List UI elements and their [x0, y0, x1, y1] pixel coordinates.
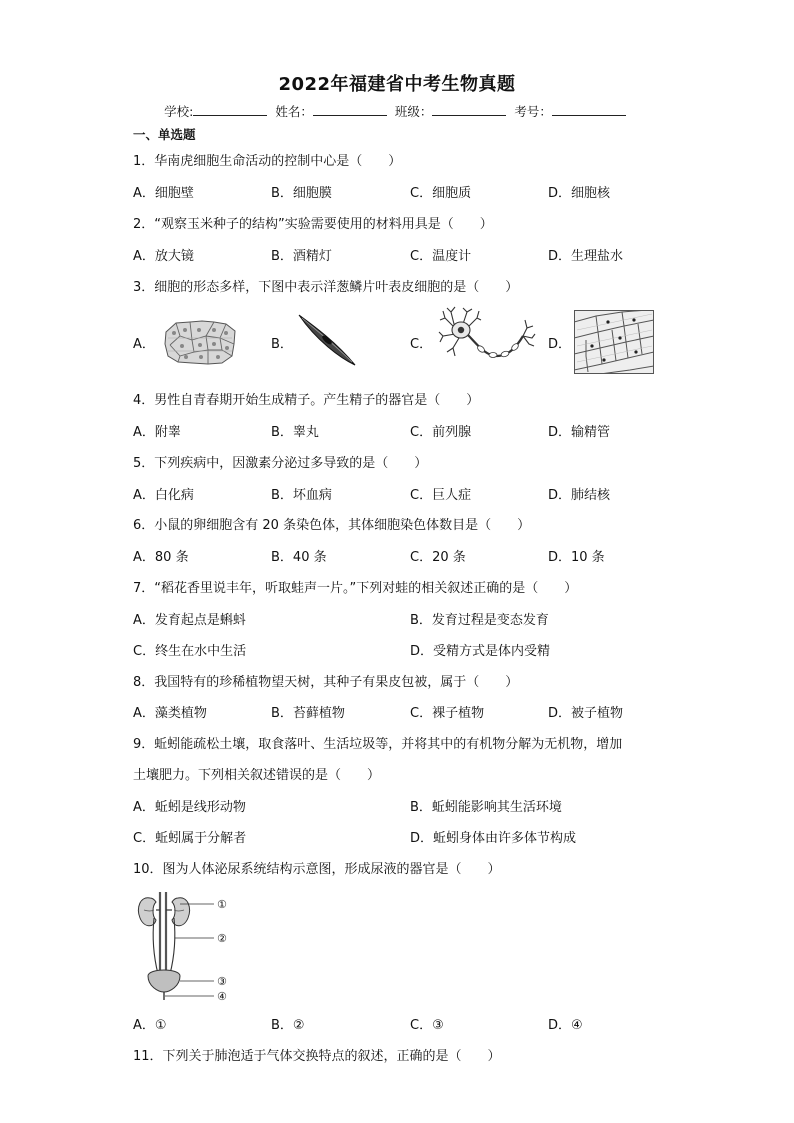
option[interactable]: B．细胞膜 — [271, 186, 332, 201]
urinary-system-diagram — [134, 888, 244, 1006]
question-stem: 1．华南虎细胞生命活动的控制中心是（ ） — [133, 154, 402, 169]
option[interactable]: D．10 条 — [548, 550, 605, 565]
school-blank[interactable] — [193, 103, 267, 116]
diagram-label-1: ① — [217, 898, 227, 911]
name-blank[interactable] — [313, 103, 387, 116]
option[interactable]: C．裸子植物 — [410, 706, 485, 721]
option[interactable]: C．细胞质 — [410, 186, 472, 201]
option[interactable]: C．终生在水中生活 — [133, 644, 247, 659]
page-title: 2022年福建省中考生物真题 — [278, 74, 516, 95]
question-stem: 6．小鼠的卵细胞含有 20 条染色体，其体细胞染色体数目是（ ） — [133, 518, 531, 533]
option[interactable]: D．受精方式是体内受精 — [410, 644, 551, 659]
class-label: 班级： — [394, 104, 433, 119]
option[interactable]: A．① — [133, 1018, 167, 1033]
option[interactable]: C．③ — [410, 1018, 444, 1033]
question-stem: 5．下列疾病中，因激素分泌过多导致的是（ ） — [133, 456, 428, 471]
question-stem: 7．“稻花香里说丰年，听取蛙声一片。”下列对蛙的相关叙述正确的是（ ） — [133, 581, 578, 596]
option[interactable]: A．细胞壁 — [133, 186, 194, 201]
question-stem: 4．男性自青春期开始生成精子。产生精子的器官是（ ） — [133, 393, 480, 408]
question-stem: 10．图为人体泌尿系统结构示意图，形成尿液的器官是（ ） — [133, 862, 501, 877]
diagram-label-2: ② — [217, 932, 227, 945]
option[interactable]: A．80 条 — [133, 550, 189, 565]
option[interactable]: D．被子植物 — [548, 706, 624, 721]
option[interactable]: D．细胞核 — [548, 186, 611, 201]
option[interactable]: B．苔藓植物 — [271, 706, 345, 721]
option[interactable]: C．前列腺 — [410, 425, 472, 440]
option[interactable]: C．蚯蚓属于分解者 — [133, 831, 247, 846]
question-stem: 11．下列关于肺泡适于气体交换特点的叙述，正确的是（ ） — [133, 1049, 501, 1064]
neuron-icon — [437, 306, 537, 368]
option[interactable]: A．白化病 — [133, 488, 194, 503]
option[interactable]: A． — [133, 337, 155, 352]
option[interactable]: D．蚯蚓身体由许多体节构成 — [410, 831, 577, 846]
option[interactable]: B．睾丸 — [271, 425, 319, 440]
option[interactable]: B．酒精灯 — [271, 249, 332, 264]
exam-no-label: 考号： — [514, 104, 552, 119]
student-info-line — [0, 102, 794, 120]
school-label: 学校: — [164, 104, 194, 119]
option[interactable]: C．温度计 — [410, 249, 472, 264]
epithelial-cells-icon — [162, 318, 238, 366]
option[interactable]: D．生理盐水 — [548, 249, 624, 264]
option[interactable]: B．坏血病 — [271, 488, 332, 503]
option[interactable]: A．放大镜 — [133, 249, 194, 264]
question-stem-continued: 土壤肥力。下列相关叙述错误的是（ ） — [133, 768, 381, 783]
option[interactable]: B．② — [271, 1018, 305, 1033]
option[interactable]: C．20 条 — [410, 550, 466, 565]
option[interactable]: B．发育过程是变态发育 — [410, 613, 549, 628]
option[interactable]: A．蚯蚓是线形动物 — [133, 800, 246, 815]
option[interactable]: B．蚯蚓能影响其生活环境 — [410, 800, 562, 815]
diagram-label-4: ④ — [217, 990, 227, 1003]
exam-no-blank[interactable] — [552, 103, 626, 116]
option[interactable]: D．输精管 — [548, 425, 611, 440]
diagram-label-3: ③ — [217, 975, 227, 988]
class-blank[interactable] — [432, 103, 506, 116]
option[interactable]: A．附睾 — [133, 425, 181, 440]
smooth-muscle-cell-icon — [296, 312, 358, 368]
option[interactable]: A．藻类植物 — [133, 706, 207, 721]
onion-epidermis-cells-icon — [574, 310, 654, 374]
option[interactable]: A．发育起点是蝌蚪 — [133, 613, 246, 628]
option[interactable]: C．巨人症 — [410, 488, 472, 503]
question-stem: 9．蚯蚓能疏松土壤，取食落叶、生活垃圾等，并将其中的有机物分解为无机物，增加 — [133, 737, 623, 752]
question-stem: 8．我国特有的珍稀植物望天树，其种子有果皮包被，属于（ ） — [133, 675, 519, 690]
option[interactable]: D． — [548, 337, 572, 352]
name-label: 姓名： — [275, 104, 313, 119]
option[interactable]: B．40 条 — [271, 550, 327, 565]
option[interactable]: B． — [271, 337, 293, 352]
question-stem: 2．“观察玉米种子的结构”实验需要使用的材料用具是（ ） — [133, 217, 493, 232]
option[interactable]: D．④ — [548, 1018, 583, 1033]
option[interactable]: D．肺结核 — [548, 488, 611, 503]
section-heading: 一、单选题 — [133, 127, 196, 142]
question-stem: 3．细胞的形态多样，下图中表示洋葱鳞片叶表皮细胞的是（ ） — [133, 280, 519, 295]
option[interactable]: C． — [410, 337, 433, 352]
